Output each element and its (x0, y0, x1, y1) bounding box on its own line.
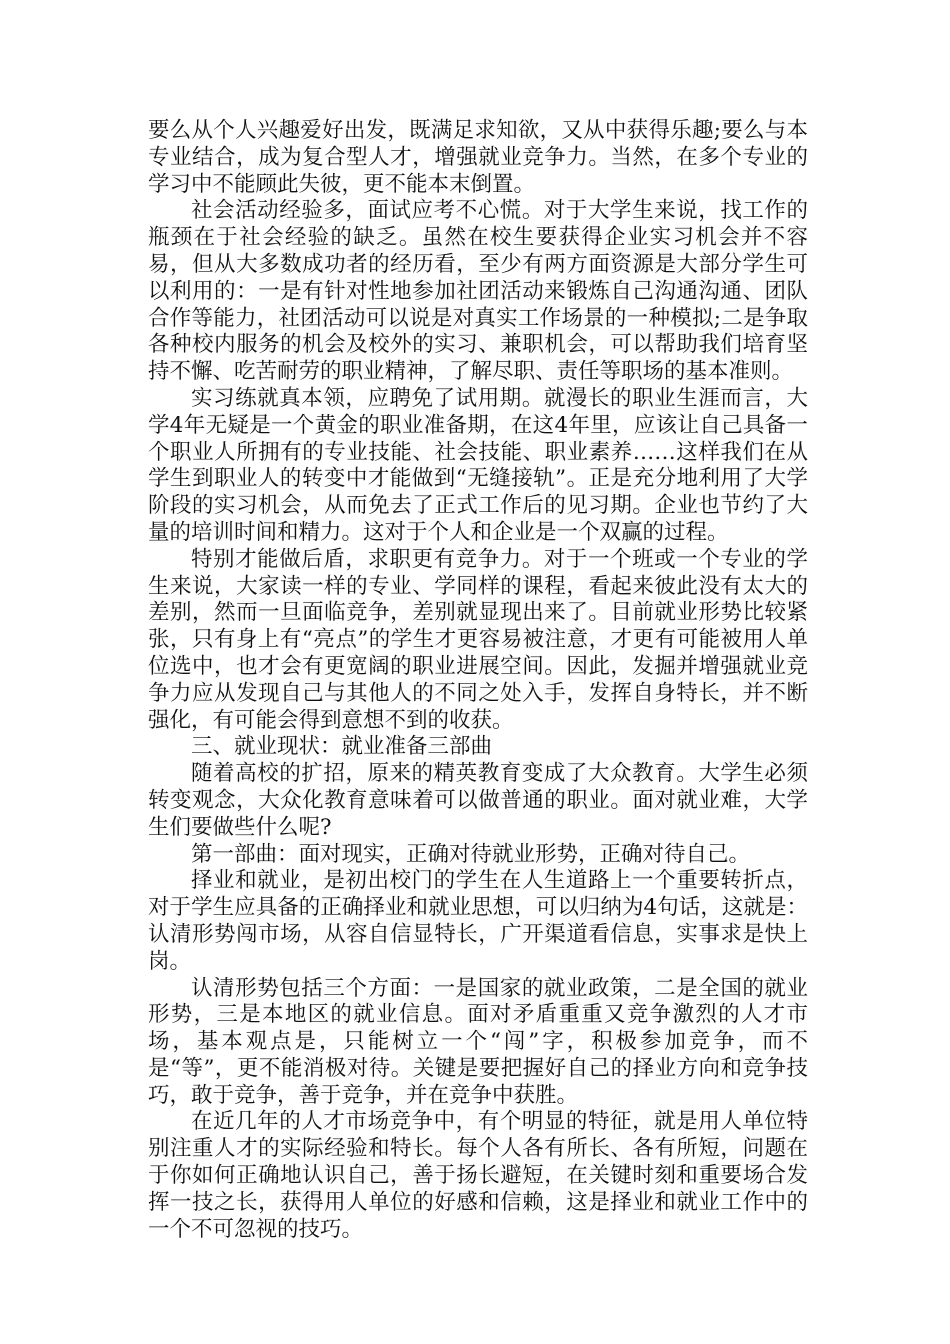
document-page (148, 118, 808, 1243)
paragraph-choosing-career: 择业和就业，是初出校门的学生在人生道路上一个重要转折点，对于学生应具备的正确择业和就业思想，可以归纳为4句话，这就是：认清形势闯市场，从容自信显特长，广开渠道看信息，实事求是快上岗。 (148, 868, 808, 974)
paragraph-expansion: 随着高校的扩招，原来的精英教育变成了大众教育。大学生必须转变观念，大众化教育意味着可以做普通的职业。面对就业难，大学生们要做些什么呢? (148, 761, 808, 840)
section-heading-employment-status: 三、就业现状：就业准备三部曲 (191, 734, 493, 760)
paragraph-special-talent: 特别才能做后盾，求职更有竞争力。对于一个班或一个专业的学生来说，大家读一样的专业、学同样的课程，看起来彼此没有太大的差别，然而一旦面临竞争，差别就显现出来了。目前就业形势比较紧张，只有身上有“亮点”的学生才更容易被注意，才更有可能被用人单位选中，也才会有更宽阔的职业进展空间。因此，发掘并增强就业竞争力应从发现自己与其他人的不同之处入手，发挥自身特长，并不断强化，有可能会得到意想不到的收获。 (148, 546, 808, 733)
paragraph-internship: 实习练就真本领，应聘免了试用期。就漫长的职业生涯而言，大学4年无疑是一个黄金的职业准备期，在这4年里，应该让自己具备一个职业人所拥有的专业技能、社会技能、职业素养……这样我们在从学生到职业人的转变中才能做到“无缝接轨”。正是充分地利用了大学阶段的实习机会，从而免去了正式工作后的见习期。企业也节约了大量的培训时间和精力。这对于个人和企业是一个双赢的过程。 (148, 385, 808, 545)
paragraph-recognize-situation: 认清形势包括三个方面：一是国家的就业政策，二是全国的就业形势，三是本地区的就业信息。面对矛盾重重又竞争激烈的人才市场，基本观点是，只能树立一个“闯”字，积极参加竞争，而不是“等”，更不能消极对待。关键是要把握好自己的择业方向和竞争技巧，敢于竞争，善于竞争，并在竞争中获胜。 (148, 975, 808, 1108)
paragraph-continuation: 要么从个人兴趣爱好出发，既满足求知欲，又从中获得乐趣;要么与本专业结合，成为复合型人才，增强就业竞争力。当然，在多个专业的学习中不能顾此失彼，更不能本末倒置。 (148, 118, 808, 197)
paragraph-talent-market: 在近几年的人才市场竞争中，有个明显的特征，就是用人单位特别注重人才的实际经验和特长。每个人各有所长、各有所短，问题在于你如何正确地认识自己，善于扬长避短，在关键时刻和重要场合发挥一技之长，获得用人单位的好感和信赖，这是择业和就业工作中的一个不可忽视的技巧。 (148, 1109, 808, 1242)
paragraph-social-experience: 社会活动经验多，面试应考不心慌。对于大学生来说，找工作的瓶颈在于社会经验的缺乏。虽然在校生要获得企业实习机会并不容易，但从大多数成功者的经历看，至少有两方面资源是大部分学生可以利用的：一是有针对性地参加社团活动来锻炼自己沟通沟通、团队合作等能力，社团活动可以说是对真实工作场景的一种模拟;二是争取各种校内服务的机会及校外的实习、兼职机会，可以帮助我们培育坚持不懈、吃苦耐劳的职业精神，了解尽职、责任等职场的基本准则。 (148, 198, 808, 385)
paragraph-first-step: 第一部曲：面对现实，正确对待就业形势，正确对待自己。 (191, 841, 751, 867)
